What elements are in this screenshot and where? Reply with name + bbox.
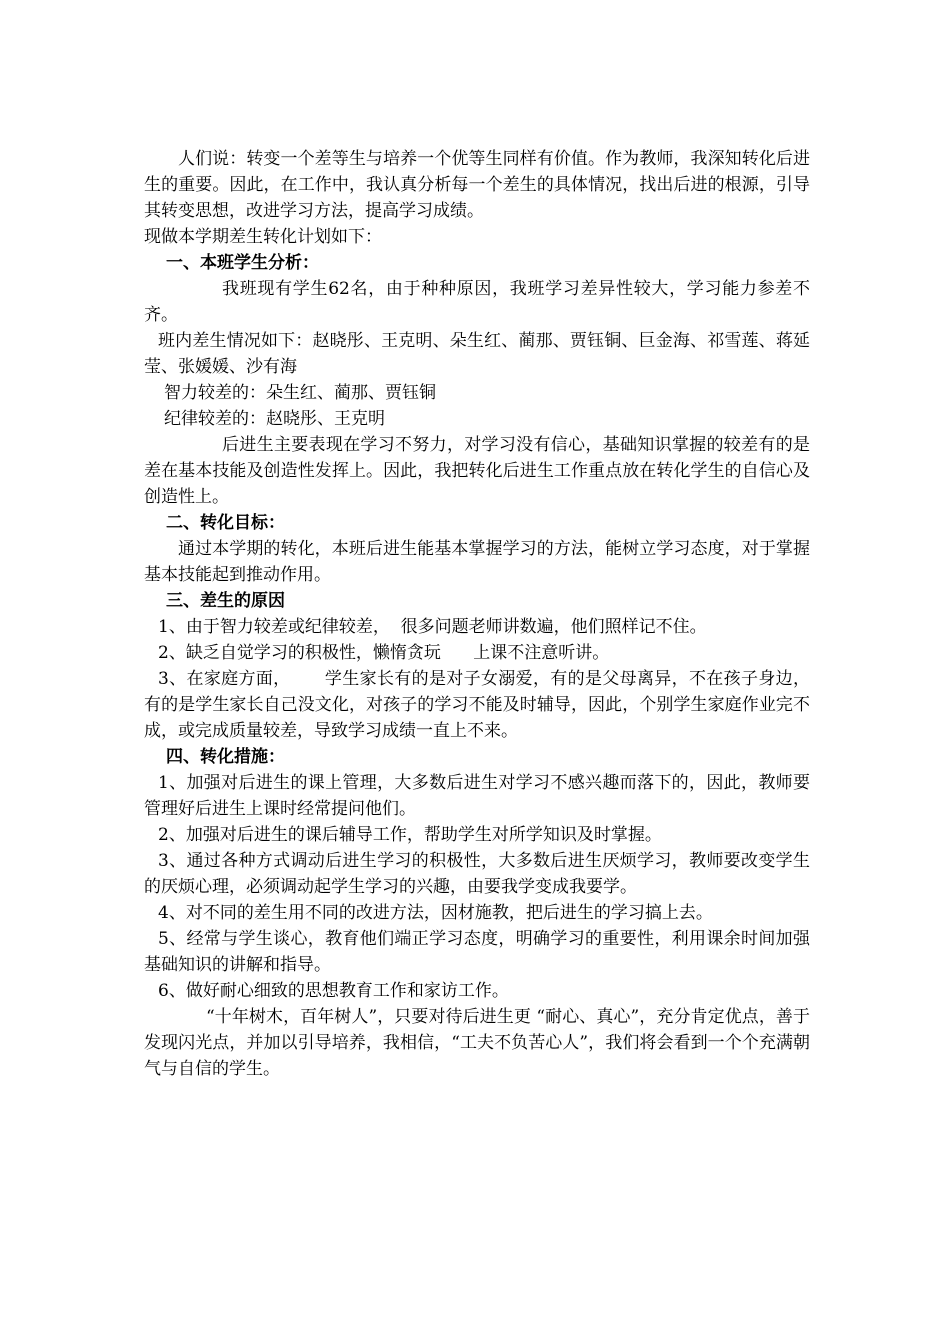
goal-paragraph: 通过本学期的转化，本班后进生能基本掌握学习的方法，能树立学习态度，对于掌握基本技能起到推动作用。 bbox=[144, 539, 810, 585]
measure-item: 3、通过各种方式调动后进生学习的积极性，大多数后进生厌烦学习，教师要改变学生的厌烦心理，必须调动起学生学习的兴趣，由要我学变成我要学。 bbox=[144, 851, 810, 897]
section-heading-analysis: 一、本班学生分析： bbox=[166, 253, 319, 273]
analysis-paragraph-count: 我班现有学生62名，由于种种原因，我班学习差异性较大，学习能力参差不齐。 bbox=[144, 279, 810, 325]
analysis-paragraph-discipline: 纪律较差的：赵晓彤、王克明 bbox=[164, 409, 385, 429]
measure-item: 2、加强对后进生的课后辅导工作，帮助学生对所学知识及时掌握。 bbox=[158, 825, 662, 845]
measure-item: 1、加强对后进生的课上管理，大多数后进生对学习不感兴趣而落下的，因此，教师要管理好后进生上课时经常提问他们。 bbox=[144, 773, 810, 819]
measure-item: 6、做好耐心细致的思想教育工作和家访工作。 bbox=[158, 981, 509, 1001]
cause-item: 2、缺乏自觉学习的积极性，懒惰贪玩 上课不注意听讲。 bbox=[158, 643, 610, 663]
cause-item: 1、由于智力较差或纪律较差， 很多问题老师讲数遍，他们照样记不住。 bbox=[158, 617, 707, 637]
cause-item: 3、在家庭方面， 学生家长有的是对子女溺爱，有的是父母离异，不在孩子身边，有的是学生家长自己没文化，对孩子的学习不能及时辅导，因此，个别学生家庭作业完不成，或完成质量较差，导致学习成绩一直上不来。 bbox=[144, 669, 810, 741]
measure-item: 5、经常与学生谈心，教育他们端正学习态度，明确学习的重要性，利用课余时间加强基础知识的讲解和指导。 bbox=[144, 929, 810, 975]
intro-paragraph: 人们说：转变一个差等生与培养一个优等生同样有价值。作为教师，我深知转化后进生的重要。因此，在工作中，我认真分析每一个差生的具体情况，找出后进的根源，引导其转变思想，改进学习方法，提高学习成绩。 bbox=[144, 149, 810, 221]
analysis-paragraph-list: 班内差生情况如下：赵晓彤、王克明、朵生红、蔺那、贾钰铜、巨金海、祁雪莲、蒋延 莹、张媛媛、沙有海 bbox=[144, 331, 810, 377]
section-heading-measures: 四、转化措施： bbox=[166, 747, 285, 767]
section-heading-goal: 二、转化目标： bbox=[166, 513, 285, 533]
closing-paragraph: “十年树木，百年树人”，只要对待后进生更 “耐心、真心”，充分肯定优点，善于发现闪光点，并加以引导培养，我相信，“工夫不负苦心人”，我们将会看到一个个充满朝气与自信的学生。 bbox=[144, 1007, 810, 1079]
measure-item: 4、对不同的差生用不同的改进方法，因材施教，把后进生的学习搞上去。 bbox=[158, 903, 713, 923]
section-heading-causes: 三、差生的原因 bbox=[166, 591, 285, 611]
analysis-paragraph-performance: 后进生主要表现在学习不努力，对学习没有信心，基础知识掌握的较差有的是差在基本技能及创造性发挥上。因此，我把转化后进生工作重点放在转化学生的自信心及创造性上。 bbox=[144, 435, 810, 507]
analysis-paragraph-intelligence: 智力较差的：朵生红、蔺那、贾钰铜 bbox=[164, 383, 436, 403]
document-body bbox=[144, 146, 810, 1082]
plan-line: 现做本学期差生转化计划如下： bbox=[144, 227, 382, 247]
